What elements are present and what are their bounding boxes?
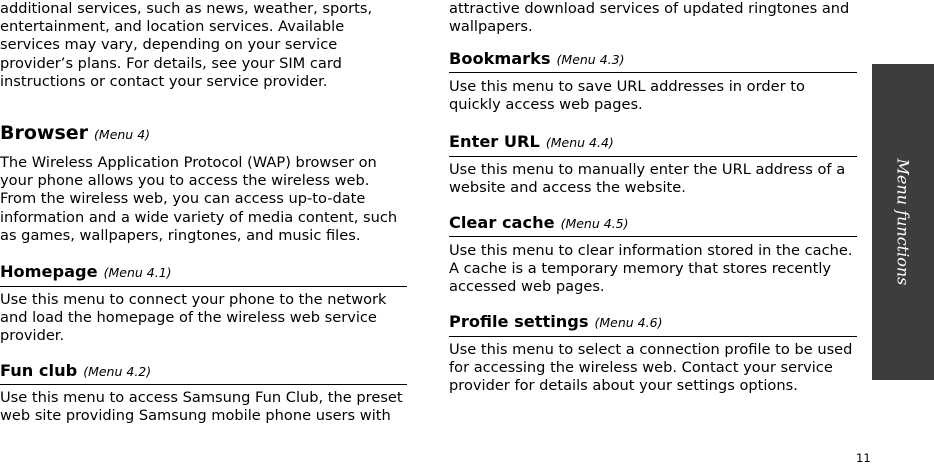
browser-heading	[0, 121, 407, 147]
bookmarks-body-block	[449, 78, 857, 114]
intro-block	[0, 0, 407, 91]
menu-functions-label: Menu functions	[893, 158, 913, 286]
enter-url-title: Enter URL	[449, 132, 540, 151]
browser-paragraph: The Wireless Application Protocol (WAP) browser on your phone allows you to access the wireless web. From the wireless web, you can access up-to-date information and a wide variety of media content, such as games, wallpapers, ringtones, and music files.	[0, 154, 398, 244]
homepage-section	[0, 262, 407, 283]
continued-block	[449, 0, 857, 36]
clear-cache-section	[449, 213, 857, 234]
enter-url-divider	[449, 156, 857, 157]
homepage-body-block	[0, 291, 407, 346]
homepage-menu-ref: (Menu 4.1)	[103, 265, 172, 280]
menu-functions-tab	[872, 64, 934, 380]
fun-club-body-block	[0, 389, 407, 425]
clear-cache-heading	[449, 213, 857, 234]
fun-club-divider	[0, 384, 407, 385]
page-number: 11	[856, 451, 871, 465]
profile-settings-body-block	[449, 341, 857, 396]
clear-cache-paragraph: Use this menu to clear information stored in the cache. A cache is a temporary memory that stores recently accessed web pages.	[449, 242, 853, 296]
fun-club-section	[0, 361, 407, 382]
fun-club-title: Fun club	[0, 361, 78, 380]
profile-settings-paragraph: Use this menu to select a connection profile to be used for accessing the wireless web. Contact your service provider for details about your settings options.	[449, 341, 853, 395]
clear-cache-divider	[449, 236, 857, 237]
profile-settings-heading	[449, 312, 857, 333]
fun-club-menu-ref: (Menu 4.2)	[83, 364, 152, 379]
bookmarks-title: Bookmarks	[449, 49, 551, 68]
browser-section	[0, 121, 407, 147]
enter-url-body-block	[449, 161, 857, 197]
clear-cache-menu-ref: (Menu 4.5)	[560, 216, 629, 231]
enter-url-heading	[449, 132, 857, 153]
fun-club-heading	[0, 361, 407, 382]
browser-menu-ref: (Menu 4)	[94, 127, 151, 142]
profile-settings-menu-ref: (Menu 4.6)	[594, 315, 663, 330]
bookmarks-heading	[449, 49, 857, 70]
enter-url-section	[449, 132, 857, 153]
enter-url-menu-ref: (Menu 4.4)	[545, 135, 614, 150]
fun-club-paragraph: Use this menu to access Samsung Fun Club, the preset web site providing Samsung mobile phone users with	[0, 389, 403, 425]
enter-url-paragraph: Use this menu to manually enter the URL address of a website and access the website.	[449, 161, 846, 197]
profile-settings-section	[449, 312, 857, 333]
homepage-divider	[0, 286, 407, 287]
bookmarks-paragraph: Use this menu to save URL addresses in order to quickly access web pages.	[449, 78, 805, 114]
bookmarks-menu-ref: (Menu 4.3)	[556, 52, 625, 67]
homepage-heading	[0, 262, 407, 283]
homepage-paragraph: Use this menu to connect your phone to the network and load the homepage of the wireless web service provider.	[0, 291, 387, 345]
continued-paragraph: attractive download services of updated ringtones and wallpapers.	[449, 0, 850, 36]
intro-paragraph: additional services, such as news, weather, sports, entertainment, and location services. Available services may vary, depending on your service provider’s plans. For details, see your SIM card instructions or contact your service provider.	[0, 0, 373, 90]
bookmarks-section	[449, 49, 857, 70]
browser-title: Browser	[0, 122, 89, 144]
profile-settings-divider	[449, 336, 857, 337]
browser-body-block	[0, 154, 407, 245]
profile-settings-title: Profile settings	[449, 312, 589, 331]
homepage-title: Homepage	[0, 262, 98, 281]
clear-cache-title: Clear cache	[449, 213, 555, 232]
clear-cache-body-block	[449, 242, 857, 297]
bookmarks-divider	[449, 72, 857, 73]
